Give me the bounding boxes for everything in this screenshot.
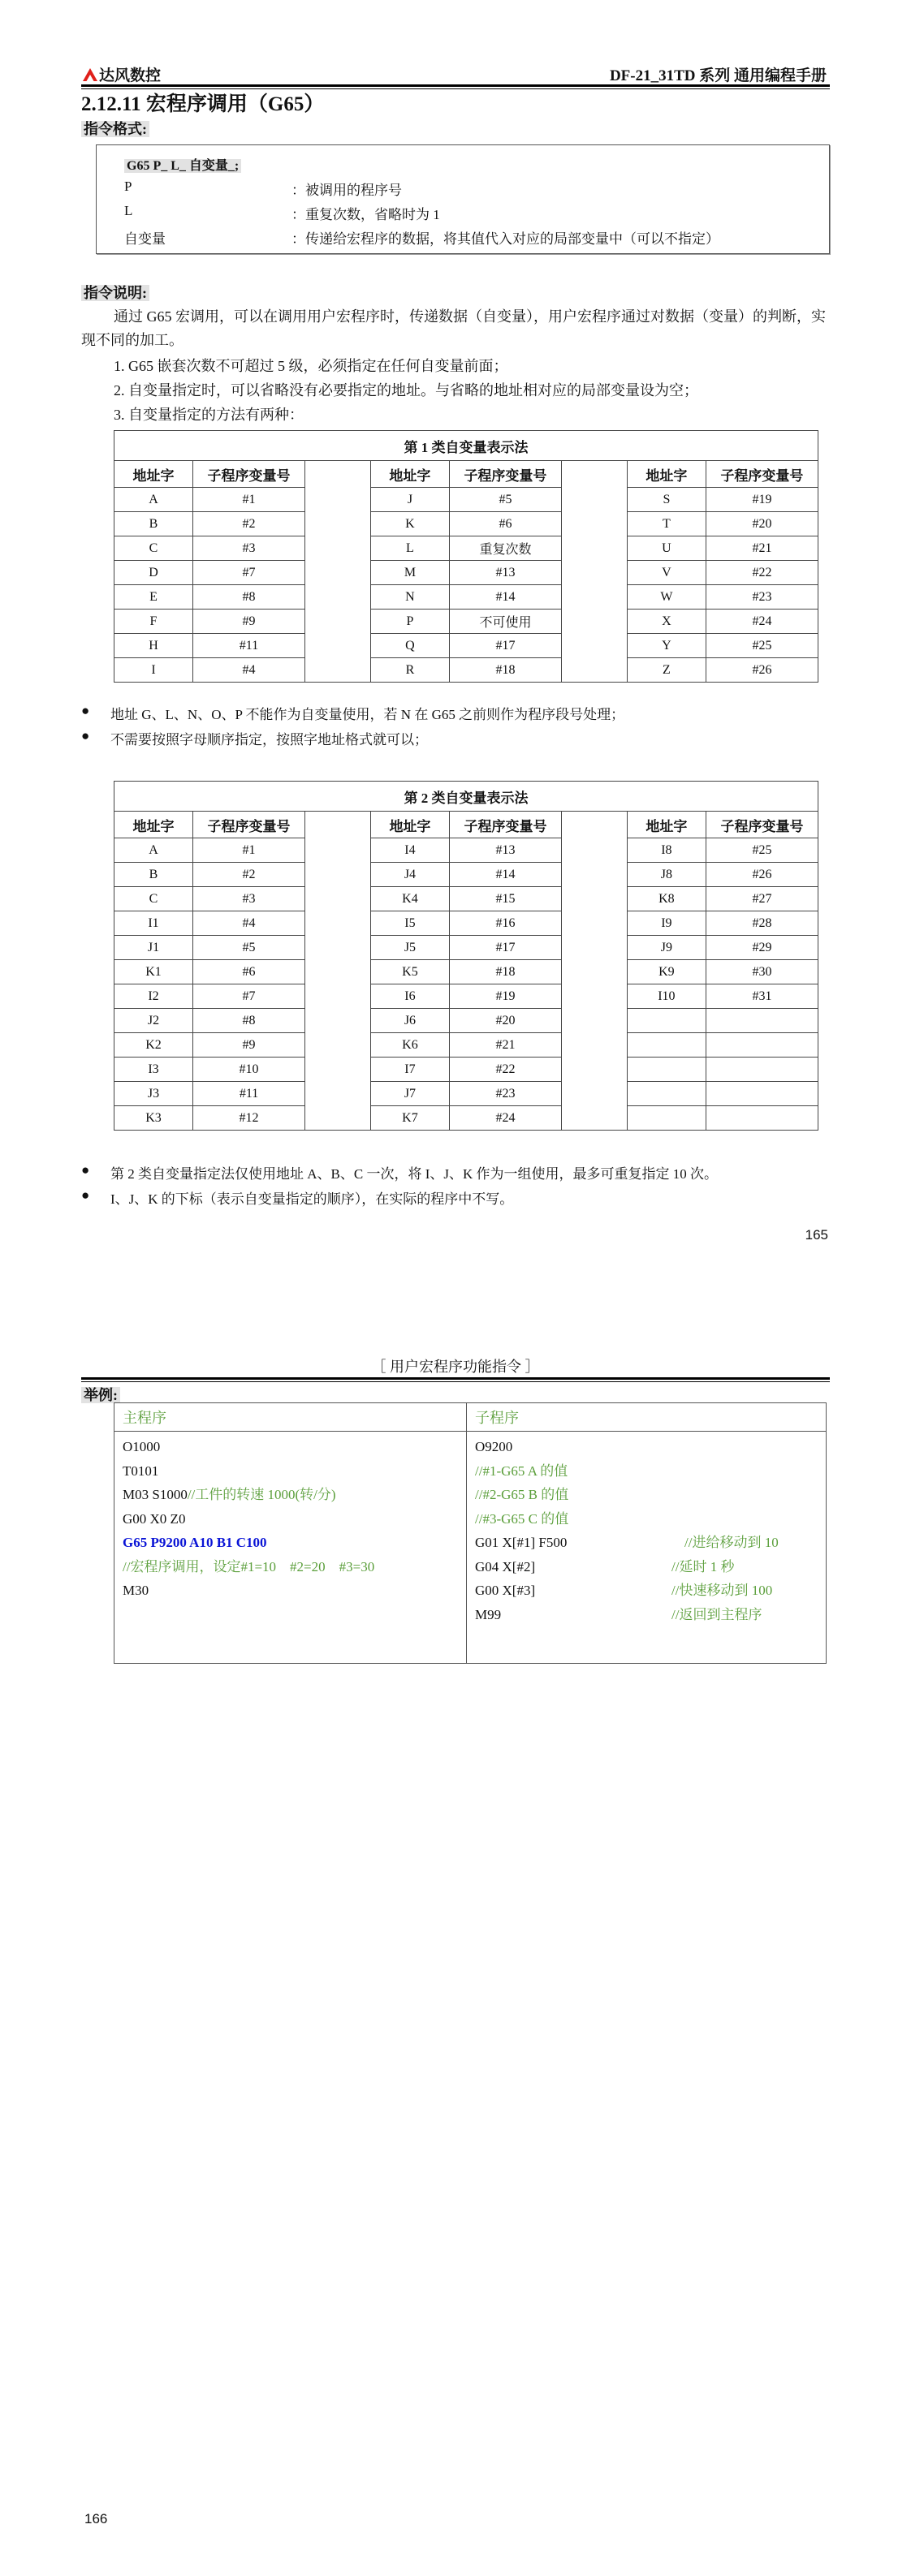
address-cell: J5 <box>370 936 449 960</box>
page-number: 166 <box>84 2511 108 2526</box>
code-line <box>123 1531 466 1555</box>
table-row <box>114 960 818 984</box>
code-line <box>123 1579 466 1603</box>
param-desc: ：重复次数，省略时为 1 <box>291 207 440 222</box>
address-cell: I10 <box>627 984 706 1009</box>
address-cell: S <box>627 488 706 512</box>
table-row <box>114 658 818 683</box>
header-rule-thin <box>81 1381 830 1382</box>
variable-cell: #28 <box>706 911 818 936</box>
address-cell: K <box>370 512 449 536</box>
code-line <box>475 1555 826 1579</box>
address-cell: B <box>114 863 193 887</box>
address-cell: C <box>114 536 193 561</box>
column-gap <box>561 461 627 683</box>
code-comment: //返回到主程序 <box>671 1606 762 1622</box>
code-line <box>475 1435 826 1459</box>
col-header-address: 地址字 <box>370 461 449 488</box>
page-header-center: ［ 用户宏程序功能指令 ］ <box>371 1359 540 1375</box>
variable-cell: #6 <box>193 960 305 984</box>
variable-cell: #25 <box>706 838 818 863</box>
variable-cell: #21 <box>449 1033 561 1058</box>
variable-cell: #18 <box>449 658 561 683</box>
variable-cell: #2 <box>193 863 305 887</box>
variable-cell: #23 <box>449 1082 561 1106</box>
address-cell: F <box>114 610 193 634</box>
variable-cell: #13 <box>449 561 561 585</box>
rule-3: 3. 自变量指定的方法有两种： <box>114 407 304 423</box>
table-row <box>114 585 818 610</box>
code-line <box>475 1579 826 1603</box>
variable-cell: #12 <box>193 1106 305 1131</box>
variable-cell: #19 <box>449 984 561 1009</box>
code-text: O9200 <box>475 1439 513 1454</box>
address-cell: T <box>627 512 706 536</box>
variable-cell: #7 <box>192 561 304 585</box>
address-cell: E <box>114 585 193 610</box>
table-caption: 第 2 类自变量表示法 <box>114 782 818 812</box>
address-cell: J1 <box>114 936 193 960</box>
address-cell: Q <box>370 634 449 658</box>
variable-cell: #25 <box>706 634 818 658</box>
address-cell: J6 <box>370 1009 449 1033</box>
address-cell: J7 <box>370 1082 449 1106</box>
address-cell: I4 <box>370 838 449 863</box>
variable-cell: #13 <box>449 838 561 863</box>
variable-cell: #4 <box>192 658 304 683</box>
column-gap <box>561 812 627 1131</box>
variable-cell: #9 <box>192 610 304 634</box>
address-cell: W <box>627 585 706 610</box>
code-comment: //宏程序调用，设定#1=10 #2=20 #3=30 <box>123 1558 375 1574</box>
address-cell: D <box>114 561 193 585</box>
code-text: G65 P9200 A10 B1 C100 <box>123 1535 267 1550</box>
address-cell: H <box>114 634 193 658</box>
address-cell: K7 <box>370 1106 449 1131</box>
logo-triangle-icon <box>83 68 97 81</box>
note-bullet: ● 第 2 类自变量指定法仅使用地址 A、B、C 一次，将 I、J、K 作为一组使用，最多可重复指定 10 次。 <box>81 1162 719 1182</box>
code-comment: //#3-G65 C 的值 <box>475 1510 569 1527</box>
code-line <box>123 1507 466 1531</box>
example-label: 举例: <box>81 1384 120 1405</box>
col-header-address: 地址字 <box>370 812 449 838</box>
code-line <box>475 1507 826 1531</box>
variable-cell: #17 <box>449 634 561 658</box>
section-title: 2.12.11 宏程序调用（G65） <box>81 93 325 115</box>
variable-cell: #27 <box>706 887 818 911</box>
address-cell: J4 <box>370 863 449 887</box>
col-header-variable: 子程序变量号 <box>192 461 304 488</box>
format-box <box>96 144 830 254</box>
variable-cell <box>706 1082 818 1106</box>
address-cell: U <box>627 536 706 561</box>
variable-cell: #21 <box>706 536 818 561</box>
variable-table-2 <box>114 781 818 1131</box>
col-header-variable: 子程序变量号 <box>706 461 818 488</box>
format-label: 指令格式: <box>81 118 149 139</box>
table-row <box>114 1009 818 1033</box>
address-cell: M <box>370 561 449 585</box>
column-gap <box>305 812 371 1131</box>
variable-table-1 <box>114 430 818 683</box>
table-row <box>114 1082 818 1106</box>
address-cell: X <box>627 610 706 634</box>
variable-cell <box>706 1106 818 1131</box>
syntax: G65 P_ L_ 自变量_; <box>124 159 241 173</box>
variable-cell: #3 <box>193 887 305 911</box>
variable-cell: #17 <box>449 936 561 960</box>
note-bullet: ● 地址 G、L、N、O、P 不能作为自变量使用，若 N 在 G65 之前则作为程序段号处理； <box>81 703 625 722</box>
address-cell: I6 <box>370 984 449 1009</box>
col-header-variable: 子程序变量号 <box>193 812 305 838</box>
address-cell: J3 <box>114 1082 193 1106</box>
variable-cell: #5 <box>449 488 561 512</box>
intro-paragraph: 通过 G65 宏调用，可以在调用用户宏程序时，传递数据（自变量），用户宏程序通过对数据（变量）的判断，实现不同的加工。 <box>81 308 826 348</box>
code-line <box>123 1459 466 1484</box>
main-program-code <box>114 1432 467 1664</box>
table-row <box>114 610 818 634</box>
address-cell <box>627 1106 706 1131</box>
address-cell: K8 <box>627 887 706 911</box>
code-text: G00 X[#3] <box>475 1583 536 1598</box>
code-line <box>123 1555 466 1579</box>
variable-cell <box>706 1058 818 1082</box>
col-header-variable: 子程序变量号 <box>449 461 561 488</box>
sub-program-code <box>467 1432 827 1664</box>
code-comment: //进给移动到 10 <box>684 1535 779 1550</box>
param-desc: ：被调用的程序号 <box>291 183 402 198</box>
address-cell: R <box>370 658 449 683</box>
code-text: O1000 <box>123 1439 161 1454</box>
code-text: T0101 <box>123 1462 159 1479</box>
code-text: M30 <box>123 1583 149 1598</box>
main-program-title: 主程序 <box>114 1403 467 1432</box>
variable-cell: #10 <box>193 1058 305 1082</box>
variable-cell <box>706 1033 818 1058</box>
table-row <box>114 1106 818 1131</box>
code-comment: //工件的转速 1000(转/分) <box>187 1487 336 1502</box>
brand-name: 达风数控 <box>99 67 162 84</box>
address-cell: K3 <box>114 1106 193 1131</box>
address-cell: J2 <box>114 1009 193 1033</box>
sub-program-title: 子程序 <box>467 1403 827 1432</box>
table-row <box>114 936 818 960</box>
address-cell: I5 <box>370 911 449 936</box>
variable-cell: #7 <box>193 984 305 1009</box>
param-name: P <box>124 179 132 194</box>
code-text: M03 S1000 <box>123 1487 188 1502</box>
address-cell: B <box>114 512 193 536</box>
address-cell: A <box>114 488 193 512</box>
code-line <box>475 1459 826 1484</box>
address-cell: Y <box>627 634 706 658</box>
code-line <box>475 1603 826 1627</box>
variable-cell: #16 <box>449 911 561 936</box>
variable-cell: #15 <box>449 887 561 911</box>
table-row <box>114 1058 818 1082</box>
address-cell: I9 <box>627 911 706 936</box>
variable-cell: #20 <box>706 512 818 536</box>
code-line <box>123 1435 466 1459</box>
variable-cell: #20 <box>449 1009 561 1033</box>
note-bullet: ● I、J、K 的下标（表示自变量指定的顺序），在实际的程序中不写。 <box>81 1187 514 1207</box>
col-header-address: 地址字 <box>627 812 706 838</box>
address-cell: J <box>370 488 449 512</box>
address-cell: I2 <box>114 984 193 1009</box>
brand-logo <box>83 63 161 85</box>
variable-cell: #3 <box>192 536 304 561</box>
address-cell: K6 <box>370 1033 449 1058</box>
table-row <box>114 634 818 658</box>
col-header-variable: 子程序变量号 <box>706 812 818 838</box>
variable-cell: 不可使用 <box>449 610 561 634</box>
code-line <box>475 1483 826 1507</box>
address-cell: I7 <box>370 1058 449 1082</box>
variable-cell: #24 <box>706 610 818 634</box>
example-table <box>114 1402 827 1664</box>
address-cell <box>627 1033 706 1058</box>
table-row <box>114 561 818 585</box>
address-cell: I1 <box>114 911 193 936</box>
variable-cell: #8 <box>193 1009 305 1033</box>
variable-cell: #2 <box>192 512 304 536</box>
code-line <box>123 1483 466 1507</box>
address-cell: K4 <box>370 887 449 911</box>
col-header-address: 地址字 <box>627 461 706 488</box>
variable-cell: #14 <box>449 585 561 610</box>
desc-label: 指令说明: <box>81 282 149 303</box>
variable-cell: #31 <box>706 984 818 1009</box>
param-desc: ：传递给宏程序的数据，将其值代入对应的局部变量中（可以不指定） <box>291 231 719 247</box>
variable-cell: #30 <box>706 960 818 984</box>
table-row <box>114 863 818 887</box>
table-row <box>114 887 818 911</box>
address-cell: I3 <box>114 1058 193 1082</box>
address-cell: K1 <box>114 960 193 984</box>
page-number: 165 <box>805 1227 828 1243</box>
code-comment: //#2-G65 B 的值 <box>475 1487 569 1502</box>
variable-cell: #14 <box>449 863 561 887</box>
code-text: G01 X[#1] F500 <box>475 1535 568 1550</box>
code-comment: //延时 1 秒 <box>671 1558 735 1574</box>
table-row <box>114 488 818 512</box>
param-name: 自变量 <box>124 231 166 247</box>
column-gap <box>305 461 371 683</box>
variable-cell: #22 <box>706 561 818 585</box>
col-header-address: 地址字 <box>114 461 193 488</box>
variable-cell: #23 <box>706 585 818 610</box>
address-cell: I8 <box>627 838 706 863</box>
variable-cell: #18 <box>449 960 561 984</box>
table-row <box>114 1033 818 1058</box>
param-name: L <box>124 203 133 218</box>
variable-cell: #5 <box>193 936 305 960</box>
variable-cell: #1 <box>192 488 304 512</box>
address-cell: K9 <box>627 960 706 984</box>
address-cell: K5 <box>370 960 449 984</box>
address-cell: P <box>370 610 449 634</box>
address-cell: L <box>370 536 449 561</box>
variable-cell: #24 <box>449 1106 561 1131</box>
manual-title: DF-21_31TD 系列 通用编程手册 <box>609 67 827 84</box>
table-caption: 第 1 类自变量表示法 <box>114 431 818 461</box>
table-row <box>114 911 818 936</box>
address-cell <box>627 1082 706 1106</box>
variable-cell: #8 <box>192 585 304 610</box>
note-bullet: ● 不需要按照字母顺序指定，按照字地址格式就可以； <box>81 728 428 747</box>
variable-cell: #19 <box>706 488 818 512</box>
address-cell: J9 <box>627 936 706 960</box>
variable-cell: #1 <box>193 838 305 863</box>
variable-cell: #9 <box>193 1033 305 1058</box>
address-cell: N <box>370 585 449 610</box>
code-text: G00 X0 Z0 <box>123 1510 186 1527</box>
variable-cell: #4 <box>193 911 305 936</box>
variable-cell: #11 <box>193 1082 305 1106</box>
variable-cell <box>706 1009 818 1033</box>
address-cell: K2 <box>114 1033 193 1058</box>
code-text: G04 X[#2] <box>475 1558 536 1574</box>
address-cell: C <box>114 887 193 911</box>
address-cell: A <box>114 838 193 863</box>
table-row <box>114 512 818 536</box>
variable-cell: #26 <box>706 658 818 683</box>
variable-cell: #26 <box>706 863 818 887</box>
code-text: M99 <box>475 1606 502 1622</box>
variable-cell: #11 <box>192 634 304 658</box>
rule-1: 1. G65 嵌套次数不可超过 5 级，必须指定在任何自变量前面； <box>114 358 508 374</box>
table-row <box>114 536 818 561</box>
address-cell: I <box>114 658 193 683</box>
variable-cell: #22 <box>449 1058 561 1082</box>
code-line <box>475 1531 826 1555</box>
code-comment: //快速移动到 100 <box>671 1583 773 1598</box>
col-header-address: 地址字 <box>114 812 193 838</box>
address-cell: J8 <box>627 863 706 887</box>
table-row <box>114 984 818 1009</box>
address-cell: Z <box>627 658 706 683</box>
address-cell: V <box>627 561 706 585</box>
address-cell <box>627 1009 706 1033</box>
variable-cell: #29 <box>706 936 818 960</box>
table-row <box>114 838 818 863</box>
rule-2: 2. 自变量指定时，可以省略没有必要指定的地址。与省略的地址相对应的局部变量设为空； <box>114 382 698 398</box>
col-header-variable: 子程序变量号 <box>449 812 561 838</box>
variable-cell: #6 <box>449 512 561 536</box>
address-cell <box>627 1058 706 1082</box>
code-comment: //#1-G65 A 的值 <box>475 1462 568 1479</box>
variable-cell: 重复次数 <box>449 536 561 561</box>
